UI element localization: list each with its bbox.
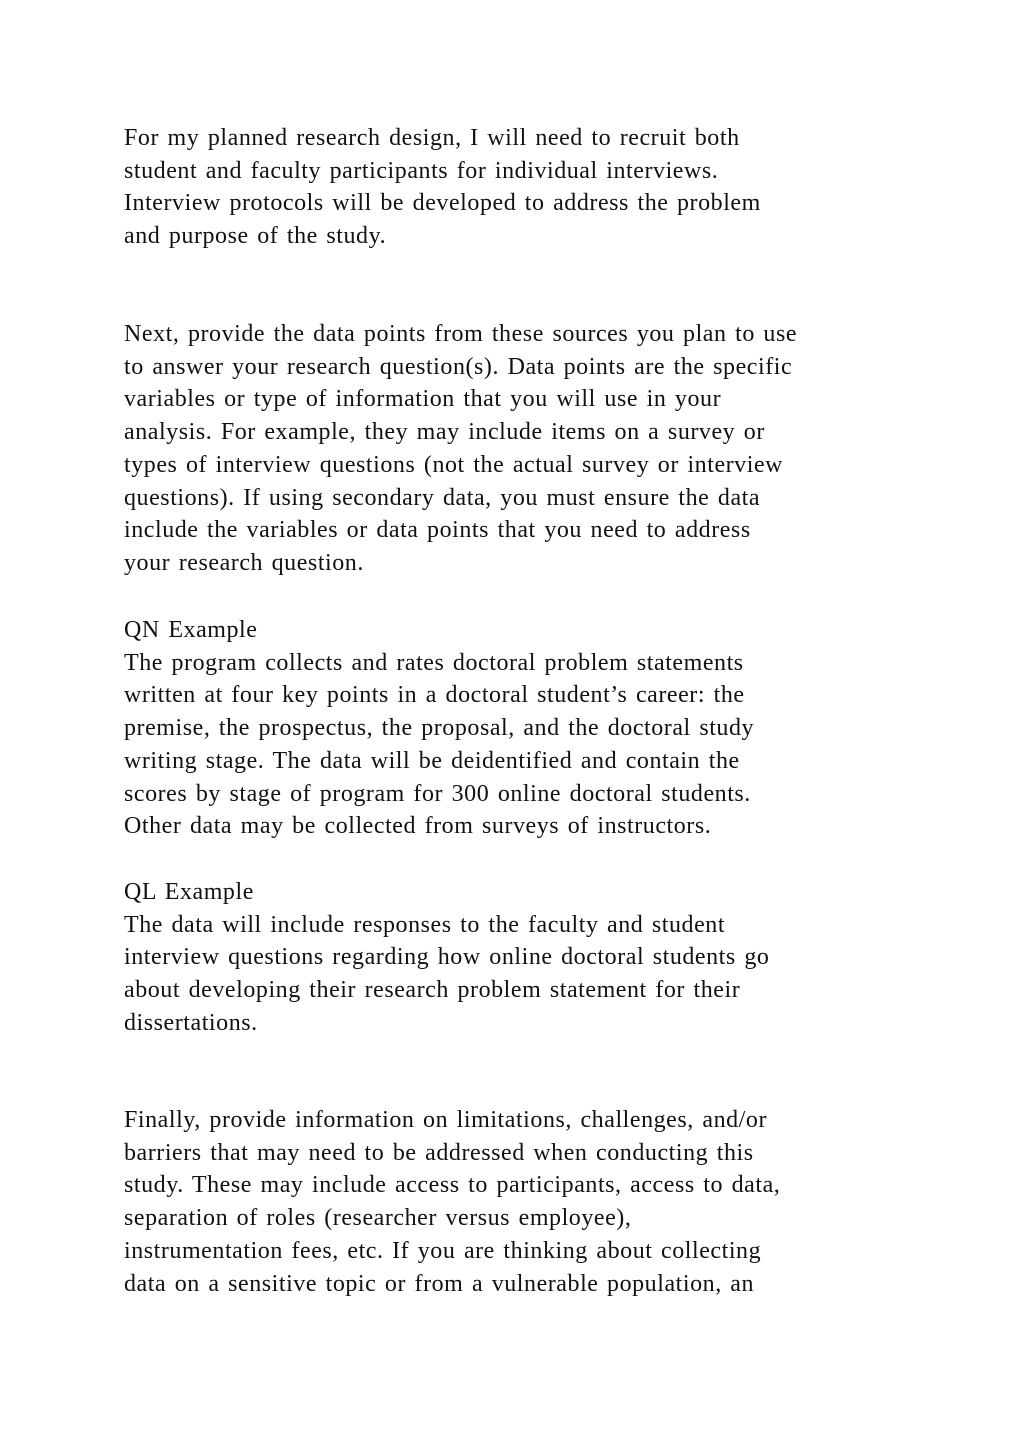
paragraph-line: types of interview questions (not the actual survey or interview xyxy=(124,451,784,478)
paragraph-line: The data will include responses to the faculty and student xyxy=(124,911,726,938)
paragraph-line: Next, provide the data points from these sources you plan to use xyxy=(124,321,798,347)
paragraph-line: Finally, provide information on limitations, challenges, and/or xyxy=(124,1107,767,1133)
paragraph-line: instrumentation fees, etc. If you are thinking about collecting xyxy=(124,1237,762,1264)
paragraph-line: separation of roles (researcher versus employee), xyxy=(124,1205,632,1232)
paragraph-line: data on a sensitive topic or from a vulnerable population, an xyxy=(124,1270,755,1297)
paragraph-line: For my planned research design, I will need to recruit both xyxy=(124,125,740,151)
paragraph-line: barriers that may need to be addressed when conducting this xyxy=(124,1139,754,1166)
paragraph-line: dissertations. xyxy=(124,1009,258,1036)
paragraph-line: scores by stage of program for 300 online doctoral students. xyxy=(124,780,751,807)
paragraph-line: writing stage. The data will be deidentified and contain the xyxy=(124,747,740,774)
paragraph-line: study. These may include access to participants, access to data, xyxy=(124,1172,781,1199)
paragraph-line: The program collects and rates doctoral problem statements xyxy=(124,649,744,676)
intro-paragraph xyxy=(124,122,924,253)
paragraph-line: to answer your research question(s). Data points are the specific xyxy=(124,353,793,380)
paragraph-line: Interview protocols will be developed to address the problem xyxy=(124,190,761,217)
paragraph-line: variables or type of information that you will use in your xyxy=(124,386,722,413)
paragraph-line: written at four key points in a doctoral student’s career: the xyxy=(124,682,745,709)
paragraph-line: about developing their research problem statement for their xyxy=(124,977,741,1004)
paragraph-line: and purpose of the study. xyxy=(124,223,387,250)
paragraph-line: Other data may be collected from surveys of instructors. xyxy=(124,813,712,840)
paragraph-line: your research question. xyxy=(124,549,364,576)
qn-example-heading: QN Example xyxy=(124,617,258,643)
qn-example-section xyxy=(124,614,924,843)
paragraph-line: student and faculty participants for individual interviews. xyxy=(124,157,719,184)
paragraph-line: analysis. For example, they may include items on a survey or xyxy=(124,419,765,446)
data-points-paragraph xyxy=(124,318,924,580)
paragraph-line: interview questions regarding how online doctoral students go xyxy=(124,944,770,971)
limitations-paragraph xyxy=(124,1104,924,1300)
paragraph-line: questions). If using secondary data, you must ensure the data xyxy=(124,484,761,511)
paragraph-line: include the variables or data points that you need to address xyxy=(124,517,751,544)
paragraph-line: premise, the prospectus, the proposal, and the doctoral study xyxy=(124,715,755,742)
ql-example-heading: QL Example xyxy=(124,879,254,905)
ql-example-section xyxy=(124,876,924,1040)
